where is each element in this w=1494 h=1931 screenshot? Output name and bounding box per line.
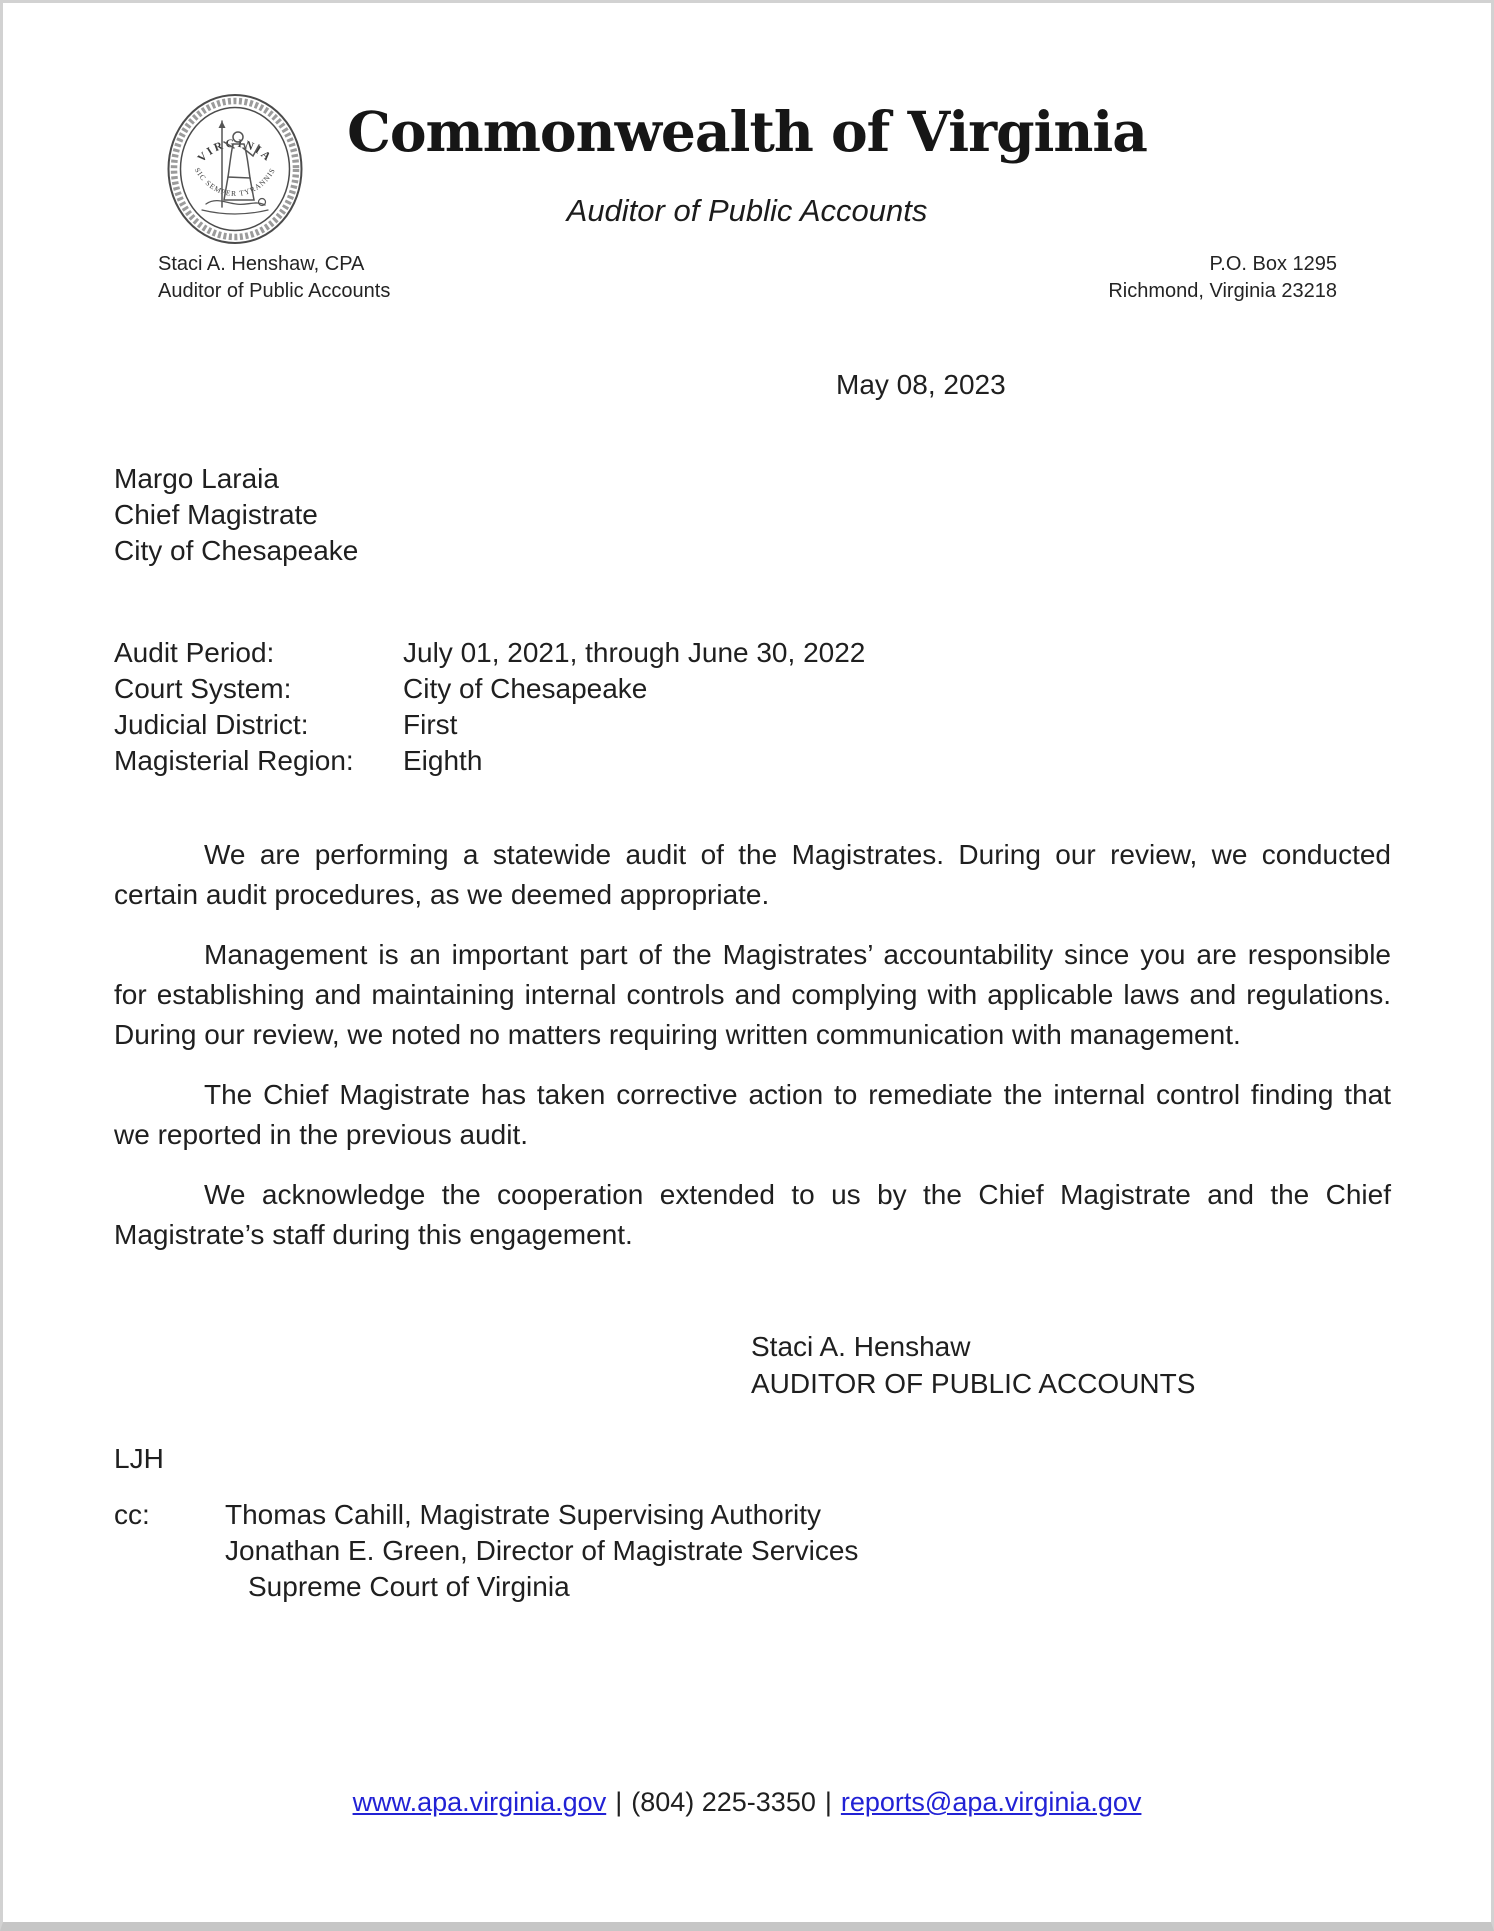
official-block xyxy=(158,251,390,305)
letter-body xyxy=(114,835,1391,1275)
recipient-name: Margo Laraia xyxy=(114,463,279,494)
address-block xyxy=(1108,251,1337,305)
page-subtitle: Auditor of Public Accounts xyxy=(566,193,928,228)
audit-row-label: Audit Period: xyxy=(114,637,275,668)
footer-separator: | xyxy=(824,1787,832,1817)
audit-row-label: Judicial District: xyxy=(114,709,309,740)
audit-row xyxy=(114,671,865,707)
cc-list xyxy=(225,1497,858,1605)
footer-email-link[interactable]: reports@apa.virginia.gov xyxy=(840,1787,1142,1817)
audit-info-block xyxy=(114,635,865,779)
page-title: Commonwealth of Virginia xyxy=(347,99,1147,164)
recipient-location: City of Chesapeake xyxy=(114,535,359,566)
audit-row-value: July 01, 2021, through June 30, 2022 xyxy=(403,637,866,668)
audit-row-value: City of Chesapeake xyxy=(403,673,648,704)
cc-entry: Supreme Court of Virginia xyxy=(248,1571,570,1602)
cc-entry: Thomas Cahill, Magistrate Supervising Authority xyxy=(225,1499,822,1530)
body-paragraph-3: The Chief Magistrate has taken corrective action to remediate the internal control finding that we reported in the previous audit. xyxy=(114,1079,1391,1150)
address-line-1: P.O. Box 1295 xyxy=(1209,253,1337,275)
body-paragraph-1: We are performing a statewide audit of the Magistrates. During our review, we conducted certain audit procedures, as we deemed appropriate. xyxy=(114,839,1391,910)
audit-row-value: Eighth xyxy=(403,745,483,776)
footer xyxy=(3,1785,1491,1819)
preparer-initials: LJH xyxy=(114,1443,164,1474)
address-line-2: Richmond, Virginia 23218 xyxy=(1108,280,1337,302)
signature-block xyxy=(751,1328,1195,1402)
official-title: Auditor of Public Accounts xyxy=(158,280,391,302)
signature-name: Staci A. Henshaw xyxy=(751,1331,971,1362)
recipient-title: Chief Magistrate xyxy=(114,499,318,530)
audit-row-label: Magisterial Region: xyxy=(114,745,354,776)
audit-row-label: Court System: xyxy=(114,673,292,704)
footer-phone: (804) 225-3350 xyxy=(631,1787,816,1817)
cc-entry: Jonathan E. Green, Director of Magistrate Services xyxy=(225,1535,859,1566)
audit-row-value: First xyxy=(403,709,458,740)
footer-website-link[interactable]: www.apa.virginia.gov xyxy=(352,1787,607,1817)
official-name: Staci A. Henshaw, CPA xyxy=(158,253,365,275)
signature-title: AUDITOR OF PUBLIC ACCOUNTS xyxy=(751,1368,1196,1399)
body-paragraph-4: We acknowledge the cooperation extended to us by the Chief Magistrate and the Chief Magistrate’s staff during this engagement. xyxy=(114,1179,1391,1250)
seal-top-text: VIRGINIA xyxy=(195,137,275,165)
audit-row xyxy=(114,743,865,779)
footer-separator: | xyxy=(615,1787,623,1817)
audit-row xyxy=(114,707,865,743)
audit-row xyxy=(114,635,865,671)
body-paragraph-2: Management is an important part of the Magistrates’ accountability since you are responsible for establishing and maintaining internal controls and complying with applicable laws and regulations. During our review, we noted no matters requiring written communication with management. xyxy=(114,939,1391,1050)
recipient-block xyxy=(114,461,358,569)
seal-bottom-text: SIC SEMPER TYRANNIS xyxy=(192,166,278,199)
cc-label: cc: xyxy=(114,1499,150,1530)
letter-date: May 08, 2023 xyxy=(836,369,1006,400)
